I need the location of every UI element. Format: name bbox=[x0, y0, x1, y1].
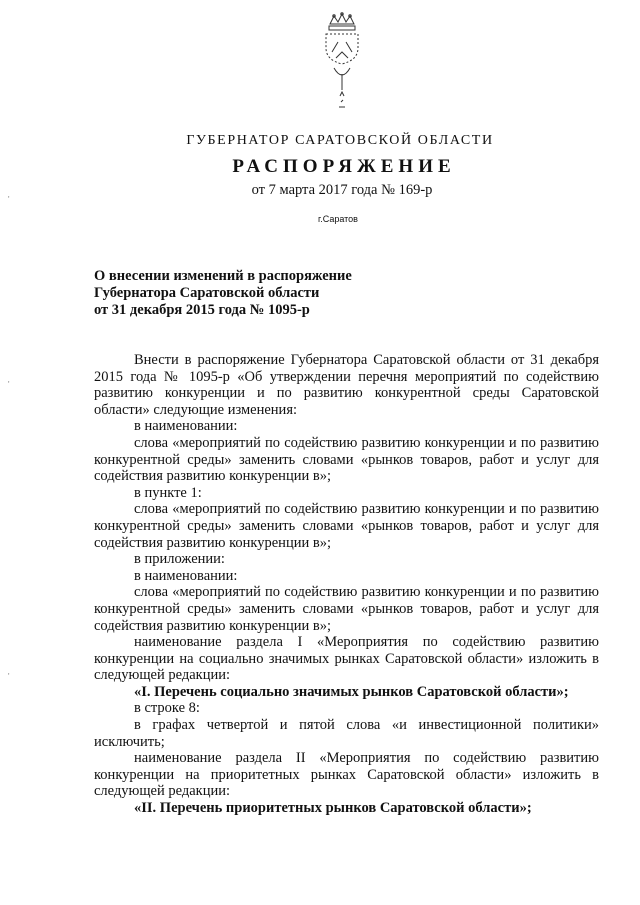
scan-mark: ' bbox=[8, 195, 10, 204]
paragraph: слова «мероприятий по содействию развитию конкуренции и по развитию конкурентной среды» заменить словами «рынков товаров, работ и услуг для содействия развитию конкуренции в»; bbox=[94, 584, 599, 634]
paragraph: наименование раздела II «Мероприятия по содействию развитию конкуренции на приоритетных рынках Саратовской области» изложить в следующей редакции: bbox=[94, 750, 599, 800]
paragraph: слова «мероприятий по содействию развитию конкуренции и по развитию конкурентной среды» заменить словами «рынков товаров, работ и услуг для содействия развитию конкуренции в»; bbox=[94, 434, 599, 485]
section-heading: «I. Перечень социально значимых рынков Саратовской области»; bbox=[134, 683, 569, 700]
document-type: РАСПОРЯЖЕНИЕ bbox=[232, 156, 456, 177]
paragraph: в строке 8: bbox=[134, 700, 200, 717]
paragraph: в приложении: bbox=[134, 551, 225, 568]
paragraph: в графах четвертой и пятой слова «и инвестиционной политики» исключить; bbox=[94, 717, 599, 750]
paragraph: в пункте 1: bbox=[134, 484, 202, 501]
section-heading: «II. Перечень приоритетных рынков Саратовской области»; bbox=[134, 800, 532, 817]
paragraph: наименование раздела I «Мероприятия по содействию развитию конкуренции на социально значимых рынках Саратовской области» изложить в следующей редакции: bbox=[94, 634, 599, 684]
paragraph: Внести в распоряжение Губернатора Саратовской области от 31 декабря 2015 года № 1095-р «Об утверждении перечня мероприятий по содействию развитию конкуренции и по развитию конкурентной среды Саратовской области» следующие изменения: bbox=[94, 352, 599, 418]
paragraph: в наименовании: bbox=[134, 418, 238, 435]
scan-mark: ' bbox=[8, 672, 10, 681]
paragraph: в наименовании: bbox=[134, 567, 238, 584]
scan-mark: ' bbox=[8, 380, 10, 389]
organization-name: ГУБЕРНАТОР САРАТОВСКОЙ ОБЛАСТИ bbox=[186, 133, 494, 148]
document-title bbox=[94, 268, 494, 319]
city-name: г.Саратов bbox=[318, 214, 358, 224]
title-line: О внесении изменений в распоряжение bbox=[94, 268, 352, 284]
document-body bbox=[94, 352, 599, 817]
coat-of-arms-emblem-icon bbox=[312, 12, 372, 112]
paragraph: слова «мероприятий по содействию развитию конкуренции и по развитию конкурентной среды» заменить словами «рынков товаров, работ и услуг для содействия развитию конкуренции в»; bbox=[94, 501, 599, 551]
document-date-number: от 7 марта 2017 года № 169-р bbox=[251, 182, 433, 198]
title-line: Губернатора Саратовской области bbox=[94, 285, 320, 301]
title-line: от 31 декабря 2015 года № 1095-р bbox=[94, 302, 310, 318]
